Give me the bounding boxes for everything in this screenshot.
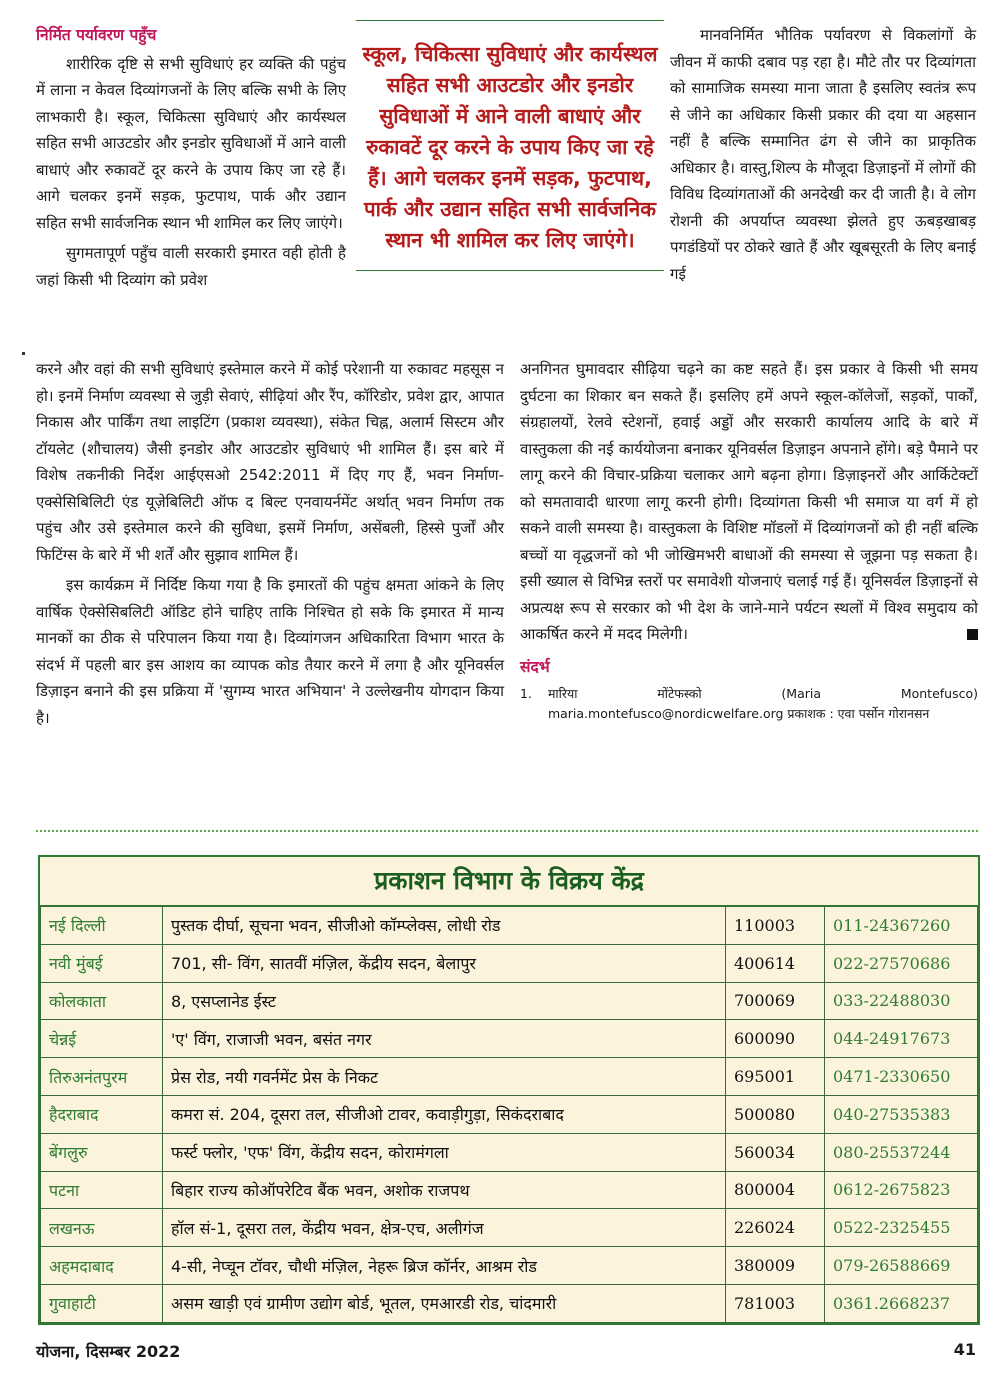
cell-address: कमरा सं. 204, दूसरा तल, सीजीओ टावर, कवाड़ीगुड़ा, सिकंदराबाद [163,1095,726,1133]
sales-centres-box [38,855,980,1325]
cell-city: नवी मुंबई [41,944,163,982]
reference-text: मारिया मोंटेफस्को (Maria Montefusco) maria.montefusco@nordicwelfare.org प्रकाशक : एवा पर्सोन गोरानसन [547,686,978,721]
section-heading: निर्मित पर्यावरण पहुँच [36,26,157,44]
cell-address: 701, सी- विंग, सातवीं मंज़िल, केंद्रीय सदन, बेलापुर [163,944,726,982]
table-row [41,982,978,1020]
cell-phone: 0612-2675823 [825,1171,978,1209]
cell-phone: 0522-2325455 [825,1209,978,1247]
end-mark-icon [967,629,978,640]
paragraph: इस कार्यक्रम में निर्दिष्ट किया गया है कि इमारतों की पहुंच क्षमता आंकने के लिए वार्षिक ऐक्सेसिबलिटी ऑडिट होने चाहिए ताकि निश्चित हो सके कि इमारत में मान्य मानकों का ठीक से परिपालन किया गया है। दिव्यांगजन अधिकारिता विभाग भारत के संदर्भ में पहली बार इस आशय का व्यापक कोड तैयार करने में लगा है और यूनिवर्सल डिज़ाइन बनाने की इस प्रक्रिया में 'सुगम्य भारत अभियान' ने उल्लेखनीय योगदान किया है। [36,576,504,727]
section-divider [36,830,978,832]
cell-city: हैदराबाद [41,1095,163,1133]
cell-address: 4-सी, नेप्चून टॉवर, चौथी मंज़िल, नेहरू ब्रिज कॉर्नर, आश्रम रोड [163,1247,726,1285]
cell-address: हॉल सं-1, दूसरा तल, केंद्रीय भवन, क्षेत्र-एच, अलीगंज [163,1209,726,1247]
column-lower-left [36,356,504,735]
cell-city: कोलकाता [41,982,163,1020]
paragraph: शारीरिक दृष्टि से सभी सुविधाएं हर व्यक्ति की पहुंच में लाना न केवल दिव्यांगजनों के लिए बल्कि सभी के लिए लाभकारी है। स्कूल, चिकित्सा सुविधाएं और कार्यस्थल सहित सभी आउटडोर और इनडोर सुविधाओं में आने वाली बाधाएं और रुकावटें दूर करने के उपाय किए जा रहे हैं। आगे चलकर इनमें सड़क, फुटपाथ, पार्क और उद्यान सहित सभी सार्वजनिक स्थान भी शामिल कर लिए जाएंगे। [36,54,346,232]
cell-pin: 781003 [726,1284,825,1322]
cell-address: असम खाड़ी एवं ग्रामीण उद्योग बोर्ड, भूतल, एमआरडी रोड, चांदमारी [163,1284,726,1322]
table-row [41,1284,978,1322]
table-row [41,1171,978,1209]
cell-city: चेन्नई [41,1020,163,1058]
paragraph [520,356,978,648]
cell-phone: 044-24917673 [825,1020,978,1058]
page-number: 41 [953,1340,976,1359]
reference-number: 1. [520,686,532,701]
cell-pin: 110003 [726,907,825,945]
cell-city: अहमदाबाद [41,1247,163,1285]
cell-phone: 080-25537244 [825,1133,978,1171]
cell-address: प्रेस रोड, नयी गवर्नमेंट प्रेस के निकट [163,1058,726,1096]
cell-city: नई दिल्ली [41,907,163,945]
column-lower-right [520,356,978,724]
cell-city: पटना [41,1171,163,1209]
table-row [41,1247,978,1285]
cell-pin: 400614 [726,944,825,982]
cell-address: 'ए' विंग, राजाजी भवन, बसंत नगर [163,1020,726,1058]
column-left [36,22,346,297]
table-row [41,1058,978,1096]
table-row [41,1095,978,1133]
cell-phone: 022-27570686 [825,944,978,982]
sales-centres-title: प्रकाशन विभाग के विक्रय केंद्र [40,857,978,906]
cell-city: गुवाहाटी [41,1284,163,1322]
cell-address: बिहार राज्य कोऑपरेटिव बैंक भवन, अशोक राजपथ [163,1171,726,1209]
footer-magazine: योजना, दिसम्बर 2022 [36,1342,181,1361]
cell-pin: 560034 [726,1133,825,1171]
cell-phone: 0471-2330650 [825,1058,978,1096]
sales-centres-table [40,906,978,1323]
column-right [670,22,976,291]
cell-address: पुस्तक दीर्घा, सूचना भवन, सीजीओ कॉम्प्लेक्स, लोधी रोड [163,907,726,945]
cell-city: तिरुअनंतपुरम [41,1058,163,1096]
table-row [41,944,978,982]
cell-pin: 226024 [726,1209,825,1247]
paragraph-text: अनगिनत घुमावदार सीढ़िया चढ़ने का कष्ट सहते हैं। इस प्रकार वे किसी भी समय दुर्घटना का शिकार बन सकते हैं। इसलिए हमें अपने स्कूल-कॉलेजों, सड़कों, पार्कों, संग्रहालयों, रेलवे स्टेशनों, हवाई अड्डों और सरकारी कार्यालय आदि के बारे में वास्तुकला की नई कार्ययोजना बनाकर यूनिवर्सल डिज़ाइन अपनाने होंगे। बड़े पैमाने पर लागू करने की विचार-प्रक्रिया चलाकर आगे बढ़ना होगा। डिज़ाइनरों और आर्किटेक्टों को समतावादी धारणा लागू करनी होगी। दिव्यांगता किसी भी समाज या वर्ग में हो सकने वाली समस्या है। वास्तुकला के विशिष्ट मॉडलों में दिव्यांगजनों को ही नहीं बल्कि बच्चों या वृद्धजनों को भी जोखिमभरी बाधाओं की समस्या से जूझना पड़ सकता है। इसी ख्याल से विभिन्न स्तरों पर समावेशी योजनाएं चलाई गई हैं। यूनिसर्वल डिज़ाइनों से अप्रत्यक्ष रूप से सरकार को भी देश के जाने-माने पर्यटन स्थलों में विश्व समुदाय को आकर्षित करने में मदद मिलेगी। [520,360,978,643]
cell-phone: 033-22488030 [825,982,978,1020]
references-heading: संदर्भ [520,657,550,676]
cell-pin: 500080 [726,1095,825,1133]
cell-pin: 600090 [726,1020,825,1058]
cell-phone: 011-24367260 [825,907,978,945]
print-speck [22,352,25,355]
table-row [41,907,978,945]
reference-item [520,684,978,724]
cell-phone: 0361.2668237 [825,1284,978,1322]
cell-address: 8, एसप्लानेड ईस्ट [163,982,726,1020]
cell-city: बेंगलुरु [41,1133,163,1171]
cell-pin: 800004 [726,1171,825,1209]
cell-phone: 079-26588669 [825,1247,978,1285]
cell-city: लखनऊ [41,1209,163,1247]
table-row [41,1020,978,1058]
table-row [41,1209,978,1247]
pull-quote: स्कूल, चिकित्सा सुविधाएं और कार्यस्थल सहित सभी आउटडोर और इनडोर सुविधाओं में आने वाली बाधाएं और रुकावटें दूर करने के उपाय किए जा रहे हैं। आगे चलकर इनमें सड़क, फुटपाथ, पार्क और उद्यान सहित सभी सार्वजनिक स्थान भी शामिल कर लिए जाएंगे। [356,20,664,271]
table-row [41,1133,978,1171]
paragraph: करने और वहां की सभी सुविधाएं इस्तेमाल करने में कोई परेशानी या रुकावट महसूस न हो। इनमें निर्माण व्यवस्था से जुड़ी सेवाएं, सीढ़ियां और रैंप, कॉरिडोर, प्रवेश द्वार, आपात निकास और पार्किंग तथा लाइटिंग (प्रकाश व्यवस्था), संकेत चिह्न, अलार्म सिस्टम और टॉयलेट (शौचालय) जैसी इनडोर और आउटडोर सुविधाएं भी शामिल हैं। इस बारे में विशेष तकनीकी निर्देश आईएसओ 2542:2011 में दिए गए हैं, भवन निर्माण-एक्सेसिबिलिटी एंड यूज़ेबिलिटी ऑफ द बिल्ट एनवायर्नमेंट अर्थात् भवन निर्माण तक पहुंच और उसे इस्तेमाल करने की सुविधा, इसमें निर्माण, असेंबली, हिस्से पुर्जों और फिटिंग्स के बारे में भी शर्तें और सुझाव शामिल हैं। [36,360,504,564]
paragraph: सुगमतापूर्ण पहुँच वाली सरकारी इमारत वही होती है जहां किसी भी दिव्यांग को प्रवेश [36,244,346,289]
paragraph: मानवनिर्मित भौतिक पर्यावरण से विकलांगों के जीवन में काफी दबाव पड़ रहा है। मौटे तौर पर दिव्यांगता को सामाजिक समस्या माना जाता है इसलिए स्वतंत्र रूप से जीने का अधिकार किसी प्रकार की दया या अहसान नहीं है बल्कि सम्मानित ढंग से जीने का प्राकृतिक अधिकार है। वास्तु,शिल्प के मौजूदा डिज़ाइनों में लोगों की विविध दिव्यांगताओं की अनदेखी कर दी जाती है। वे लोग रोशनी की अपर्याप्त व्यवस्था झेलते हुए ऊबड़खाबड़ पगडंडियों पर ठोकरे खाते हैं और खूबसूरती के लिए बनाई गई [670,26,976,283]
cell-phone: 040-27535383 [825,1095,978,1133]
cell-pin: 380009 [726,1247,825,1285]
cell-address: फर्स्ट फ्लोर, 'एफ' विंग, केंद्रीय सदन, कोरामंगला [163,1133,726,1171]
cell-pin: 695001 [726,1058,825,1096]
cell-pin: 700069 [726,982,825,1020]
